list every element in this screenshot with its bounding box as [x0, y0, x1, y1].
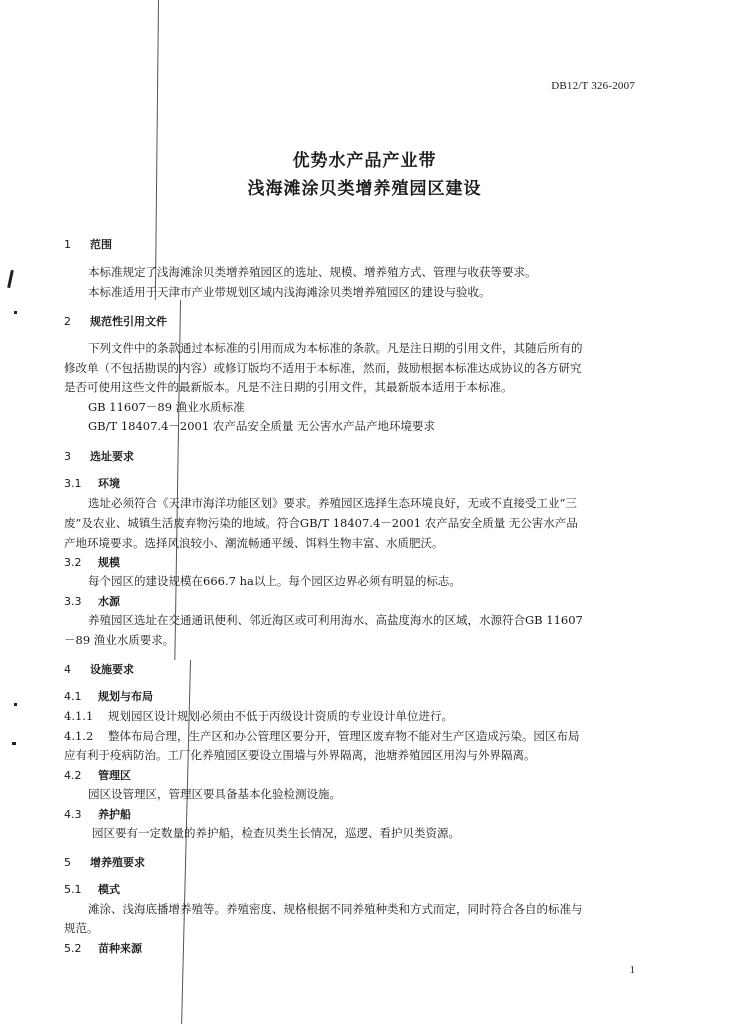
- section-title: 范围: [90, 238, 112, 251]
- section-title: 环境: [98, 477, 120, 490]
- section-heading-1: [64, 237, 638, 252]
- section-title: 增养殖要求: [90, 856, 145, 869]
- scan-speck: [14, 703, 17, 706]
- section-number: 4: [64, 663, 71, 676]
- paragraph: 本标准规定了浅海滩涂贝类增养殖园区的选址、规模、增养殖方式、管理与收获等要求。: [88, 265, 537, 279]
- clause-4-1-2: [64, 729, 638, 744]
- section-title: 设施要求: [90, 663, 134, 676]
- section-number: 4.1: [64, 690, 82, 703]
- section-title: 苗种来源: [98, 942, 142, 955]
- section-number: 5.1: [64, 883, 82, 896]
- scan-speck: [7, 270, 14, 288]
- subsection-heading-3-2: [64, 555, 638, 570]
- section-heading-3: [64, 449, 638, 464]
- section-number: 3.3: [64, 595, 82, 608]
- section-heading-5: [64, 855, 638, 870]
- subsection-heading-5-1: [64, 882, 638, 897]
- clause-text: 规划园区设计规划必须由不低于丙级设计资质的专业设计单位进行。: [108, 709, 453, 723]
- subsection-heading-3-1: [64, 476, 638, 491]
- subsection-heading-4-1: [64, 689, 638, 704]
- section-number: 3.1: [64, 477, 82, 490]
- clause-number: 4.1.1: [64, 709, 94, 723]
- section-heading-2: [64, 314, 638, 329]
- reference-item: GB/T 18407.4－2001 农产品安全质量 无公害水产品产地环境要求: [88, 419, 435, 433]
- paragraph: 是否可使用这些文件的最新版本。凡是不注日期的引用文件，其最新版本适用于本标准。: [64, 380, 513, 394]
- section-title: 养护船: [98, 808, 131, 821]
- subsection-heading-3-3: [64, 594, 638, 609]
- section-number: 3: [64, 450, 71, 463]
- subsection-heading-4-2: [64, 768, 638, 783]
- section-heading-4: [64, 662, 638, 677]
- paragraph: 选址必须符合《天津市海洋功能区划》要求。养殖园区选择生态环境良好，无或不直接受工业“三: [88, 496, 577, 510]
- section-number: 5.2: [64, 942, 82, 955]
- paragraph: 养殖园区选址在交通通讯便利、邻近海区或可利用海水、高盐度海水的区域，水源符合GB 11607: [88, 613, 583, 627]
- section-number: 5: [64, 856, 71, 869]
- clause-4-1-1: [64, 709, 638, 724]
- document-code: DB12/T 326-2007: [551, 80, 635, 92]
- section-number: 3.2: [64, 556, 82, 569]
- section-title: 水源: [98, 595, 120, 608]
- title-line-1: 优势水产品产业带: [292, 151, 437, 171]
- clause-number: 4.1.2: [64, 729, 94, 743]
- paragraph: 规范。: [64, 921, 99, 935]
- paragraph: 废”及农业、城镇生活废弃物污染的地域。符合GB/T 18407.4－2001 农产品安全质量 无公害水产品: [64, 516, 578, 530]
- paragraph: 应有利于疫病防治。工厂化养殖园区要设立围墙与外界隔离，池塘养殖园区用沟与外界隔离。: [64, 748, 536, 762]
- section-title: 规划与布局: [98, 690, 153, 703]
- section-number: 2: [64, 315, 71, 328]
- paragraph: －89 渔业水质要求。: [64, 633, 175, 647]
- paragraph: 园区要有一定数量的养护船，检查贝类生长情况，巡逻、看护贝类资源。: [92, 826, 460, 840]
- paragraph: 下列文件中的条款通过本标准的引用而成为本标准的条款。凡是注日期的引用文件，其随后所有的: [88, 341, 583, 355]
- reference-item: GB 11607－89 渔业水质标准: [88, 400, 245, 414]
- section-title: 模式: [98, 883, 120, 896]
- scan-speck: [14, 311, 17, 314]
- paragraph: 本标准适用于天津市产业带规划区域内浅海滩涂贝类增养殖园区的建设与验收。: [88, 285, 491, 299]
- paragraph: 每个园区的建设规模在666.7 ha以上。每个园区边界必须有明显的标志。: [88, 574, 461, 588]
- paragraph: 产地环境要求。选择风浪较小、潮流畅通平缓、饵料生物丰富、水质肥沃。: [64, 536, 444, 550]
- subsection-heading-4-3: [64, 807, 638, 822]
- section-number: 4.3: [64, 808, 82, 821]
- section-title: 规模: [98, 556, 120, 569]
- scan-speck: [12, 742, 16, 745]
- subsection-heading-5-2: [64, 941, 638, 956]
- paragraph: 滩涂、浅海底播增养殖等。养殖密度、规格根据不同养殖种类和方式而定，同时符合各自的标准与: [88, 902, 583, 916]
- title-line-2: 浅海滩涂贝类增养殖园区建设: [247, 179, 482, 199]
- section-number: 4.2: [64, 769, 82, 782]
- section-title: 规范性引用文件: [90, 315, 167, 328]
- page-number: 1: [629, 964, 635, 976]
- clause-text: 整体布局合理，生产区和办公管理区要分开，管理区废弃物不能对生产区造成污染。园区布局: [108, 729, 580, 743]
- section-title: 管理区: [98, 769, 131, 782]
- section-title: 选址要求: [90, 450, 134, 463]
- section-number: 1: [64, 238, 71, 251]
- paragraph: 园区设管理区，管理区要具备基本化验检测设施。: [88, 787, 341, 801]
- paragraph: 修改单（不包括勘误的内容）或修订版均不适用于本标准，然而，鼓励根据本标准达成协议的各方研究: [64, 361, 582, 375]
